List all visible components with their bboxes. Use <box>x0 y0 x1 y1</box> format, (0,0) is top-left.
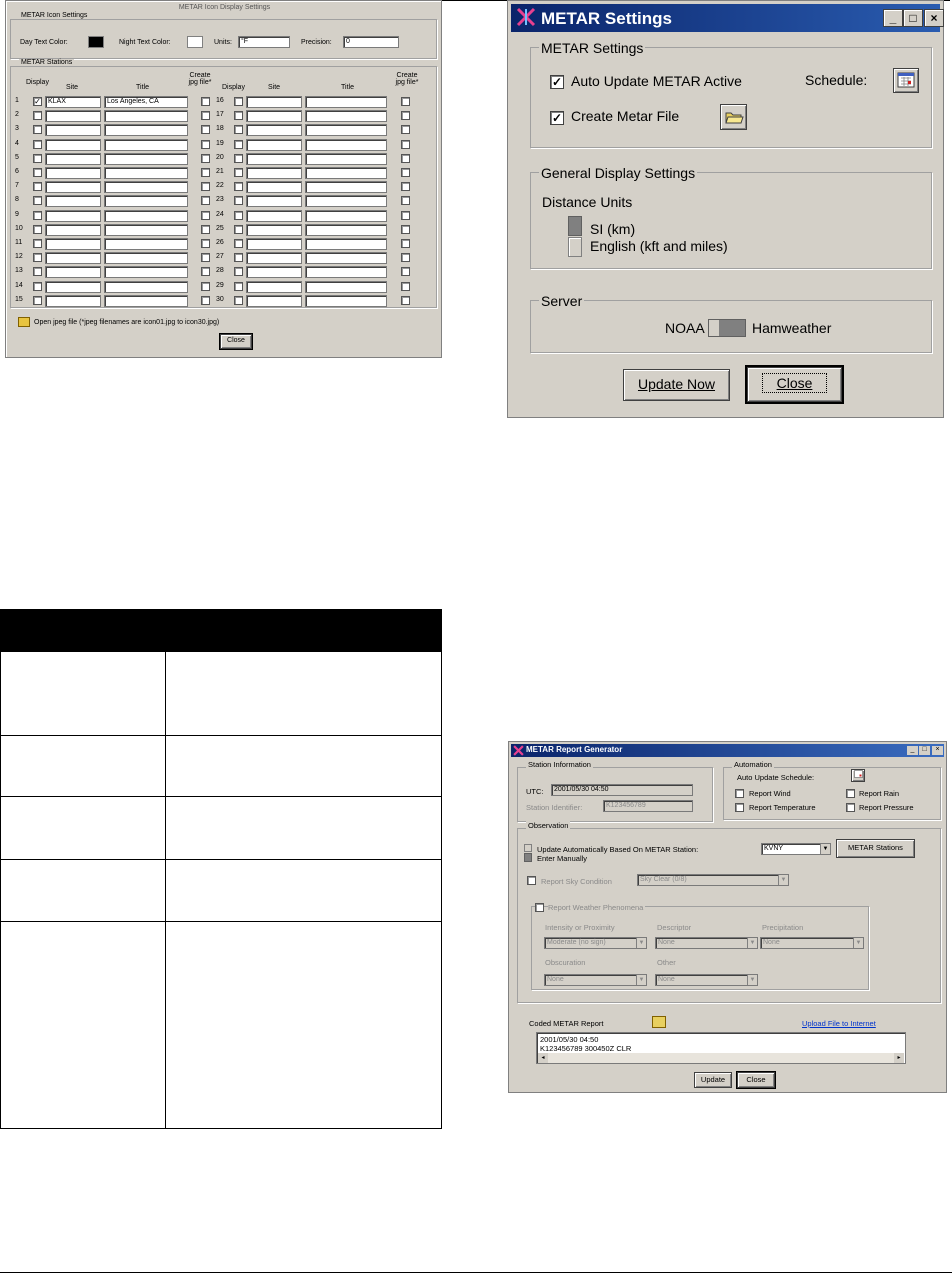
title-input[interactable] <box>104 210 188 222</box>
display-checkbox[interactable] <box>234 111 243 120</box>
obscuration-combo-value: None <box>547 976 564 983</box>
create-jpg-checkbox[interactable] <box>401 154 410 163</box>
create-jpg-checkbox[interactable] <box>201 267 210 276</box>
report-generator-dialog <box>508 741 947 1093</box>
row-number: 9 <box>15 211 19 218</box>
create-jpg-checkbox[interactable] <box>201 196 210 205</box>
metar-settings-group-label: METAR Settings <box>541 40 644 56</box>
title-input[interactable] <box>305 195 387 207</box>
create-jpg-checkbox[interactable] <box>401 125 410 134</box>
col-create-left: Create jpg file* <box>188 72 212 86</box>
site-input[interactable] <box>246 210 302 222</box>
calendar-icon <box>897 72 915 88</box>
display-checkbox[interactable] <box>33 267 42 276</box>
col-create-right: Create jpg file* <box>395 72 419 86</box>
maximize-button[interactable]: □ <box>903 9 923 27</box>
open-file-button[interactable] <box>720 104 747 130</box>
row-number: 8 <box>15 196 19 203</box>
row-number: 17 <box>216 111 224 118</box>
table-row <box>1 922 442 1129</box>
window-title: METAR Settings <box>541 9 672 28</box>
create-jpg-checkbox[interactable] <box>401 253 410 262</box>
site-input[interactable] <box>45 238 101 250</box>
display-checkbox[interactable] <box>33 282 42 291</box>
table-row <box>1 652 442 736</box>
night-text-color-swatch[interactable] <box>187 36 203 48</box>
display-checkbox[interactable] <box>33 196 42 205</box>
server-toggle-knob <box>719 320 745 336</box>
site-input[interactable] <box>246 167 302 179</box>
col-site-right: Site <box>268 84 281 91</box>
app-icon <box>516 7 536 27</box>
site-input[interactable] <box>246 252 302 264</box>
site-input[interactable] <box>45 139 101 151</box>
display-checkbox[interactable] <box>33 140 42 149</box>
create-jpg-checkbox[interactable] <box>401 296 410 305</box>
site-input[interactable] <box>45 295 101 307</box>
display-checkbox[interactable] <box>33 125 42 134</box>
title-input[interactable] <box>104 281 188 293</box>
maximize-button[interactable]: □ <box>919 746 930 755</box>
site-input[interactable] <box>45 281 101 293</box>
site-input[interactable] <box>45 210 101 222</box>
close-button[interactable]: Close <box>737 1072 775 1088</box>
update-button[interactable]: Update <box>694 1072 732 1088</box>
row-number: 18 <box>216 125 224 132</box>
schedule-calendar-button[interactable] <box>893 68 919 93</box>
create-jpg-checkbox[interactable] <box>401 182 410 191</box>
report-weather-checkbox[interactable] <box>535 903 544 912</box>
descriptor-label: Descriptor <box>657 923 692 932</box>
table-cell <box>1 922 166 1129</box>
close-button[interactable] <box>747 367 842 402</box>
report-pressure-label: Report Pressure <box>859 803 914 812</box>
title-input[interactable] <box>104 224 188 236</box>
col-display-right: Display <box>222 84 245 91</box>
create-file-checkbox[interactable]: ✓ <box>551 111 563 125</box>
metar-settings-dialog <box>507 0 944 418</box>
create-jpg-checkbox[interactable] <box>201 154 210 163</box>
scroll-right-icon[interactable]: ▸ <box>894 1053 904 1063</box>
metar-settings-group <box>530 40 932 148</box>
table-cell <box>166 797 442 860</box>
schedule-label: Schedule: <box>805 72 868 88</box>
create-jpg-checkbox[interactable] <box>401 211 410 220</box>
title-input[interactable] <box>305 153 387 165</box>
site-input[interactable] <box>246 110 302 122</box>
table-cell <box>1 736 166 797</box>
site-input[interactable] <box>45 110 101 122</box>
title-input[interactable] <box>104 195 188 207</box>
intensity-combo <box>544 937 647 949</box>
row-number: 20 <box>216 154 224 161</box>
display-checkbox[interactable] <box>33 296 42 305</box>
window-close-button[interactable]: × <box>932 746 943 755</box>
table-cell <box>166 922 442 1129</box>
title-input[interactable] <box>104 124 188 136</box>
precip-combo-value: None <box>763 939 780 946</box>
row-number: 11 <box>15 239 23 246</box>
page-bottom-rule <box>0 1272 952 1273</box>
utc-field: 2001/05/30 04:50 <box>551 784 693 796</box>
report-line-2: K123456789 300450Z CLR <box>540 1044 632 1053</box>
create-jpg-checkbox[interactable] <box>401 282 410 291</box>
report-pressure-checkbox[interactable] <box>846 803 855 812</box>
create-jpg-checkbox[interactable] <box>401 111 410 120</box>
create-jpg-checkbox[interactable] <box>201 125 210 134</box>
precision-input[interactable]: 0 <box>343 36 399 48</box>
save-folder-icon[interactable] <box>652 1016 666 1028</box>
display-checkbox[interactable] <box>234 168 243 177</box>
create-jpg-checkbox[interactable] <box>201 253 210 262</box>
chevron-down-icon: ▼ <box>636 938 646 948</box>
display-checkbox[interactable] <box>234 97 243 106</box>
create-jpg-checkbox[interactable] <box>401 239 410 248</box>
create-jpg-checkbox[interactable] <box>401 168 410 177</box>
row-number: 10 <box>15 225 23 232</box>
obscuration-combo <box>544 974 647 986</box>
title-input[interactable] <box>305 252 387 264</box>
chevron-down-icon: ▼ <box>778 875 788 885</box>
window-title: METAR Report Generator <box>526 745 623 754</box>
site-input[interactable] <box>45 153 101 165</box>
row-number: 26 <box>216 239 224 246</box>
enter-manually-radio[interactable] <box>524 853 532 862</box>
si-radio[interactable] <box>568 216 582 236</box>
chevron-down-icon: ▼ <box>747 975 757 985</box>
update-auto-label: Update Automatically Based On METAR Station: <box>537 845 699 854</box>
display-checkbox[interactable] <box>33 239 42 248</box>
report-rain-label: Report Rain <box>859 789 900 798</box>
row-number: 5 <box>15 154 19 161</box>
site-input[interactable]: KLAX <box>45 96 101 108</box>
station-combo-value: KVNY <box>764 845 784 852</box>
calendar-icon <box>854 770 863 778</box>
utc-label: UTC: <box>526 787 544 796</box>
sky-combo-value: Sky Clear (0/8) <box>640 876 687 883</box>
title-input[interactable] <box>305 295 387 307</box>
report-wind-label: Report Wind <box>749 789 791 798</box>
table-row <box>1 797 442 860</box>
other-combo <box>655 974 758 986</box>
title-input[interactable] <box>104 153 188 165</box>
report-rain-checkbox[interactable] <box>846 789 855 798</box>
display-checkbox[interactable] <box>234 182 243 191</box>
horizontal-scrollbar[interactable] <box>538 1053 904 1063</box>
title-bar[interactable] <box>511 744 944 757</box>
distance-units-label: Distance Units <box>542 194 633 210</box>
site-input[interactable] <box>45 266 101 278</box>
create-jpg-checkbox[interactable] <box>201 211 210 220</box>
title-input[interactable] <box>104 181 188 193</box>
row-number: 19 <box>216 140 224 147</box>
report-sky-label: Report Sky Condition <box>541 877 612 886</box>
observation-label: Observation <box>528 821 569 830</box>
auto-schedule-label: Auto Update Schedule: <box>737 773 815 782</box>
site-input[interactable] <box>45 181 101 193</box>
create-jpg-checkbox[interactable] <box>401 196 410 205</box>
site-input[interactable] <box>45 195 101 207</box>
title-input[interactable] <box>305 281 387 293</box>
display-checkbox[interactable] <box>234 253 243 262</box>
report-weather-label: Report Weather Phenomena <box>548 903 644 912</box>
create-jpg-checkbox[interactable] <box>201 282 210 291</box>
title-input[interactable] <box>305 238 387 250</box>
site-input[interactable] <box>246 96 302 108</box>
sky-combo <box>637 874 789 886</box>
title-input[interactable] <box>104 252 188 264</box>
station-id-field: K123456789 <box>603 800 693 812</box>
display-checkbox[interactable] <box>234 154 243 163</box>
units-label: Units: <box>214 39 232 46</box>
site-input[interactable] <box>246 153 302 165</box>
create-jpg-checkbox[interactable] <box>401 267 410 276</box>
server-group-label: Server <box>541 293 583 309</box>
table-header-cell <box>166 610 442 652</box>
night-text-color-label: Night Text Color: <box>119 39 171 46</box>
table-row <box>1 736 442 797</box>
row-number: 23 <box>216 196 224 203</box>
precip-label: Precipitation <box>762 923 804 932</box>
create-jpg-checkbox[interactable] <box>401 140 410 149</box>
title-input[interactable] <box>104 266 188 278</box>
row-number: 3 <box>15 125 19 132</box>
site-input[interactable] <box>45 124 101 136</box>
obscuration-label: Obscuration <box>545 958 586 967</box>
display-checkbox[interactable] <box>33 111 42 120</box>
site-input[interactable] <box>246 195 302 207</box>
table-cell <box>1 797 166 860</box>
title-input[interactable] <box>305 139 387 151</box>
intensity-label: Intensity or Proximity <box>545 923 615 932</box>
chevron-down-icon[interactable]: ▼ <box>820 844 830 854</box>
row-number: 27 <box>216 253 224 260</box>
station-id-label: Station Identifier: <box>526 803 583 812</box>
title-input[interactable]: Los Angeles, CA <box>104 96 188 108</box>
site-input[interactable] <box>45 167 101 179</box>
title-input[interactable] <box>305 110 387 122</box>
create-jpg-checkbox[interactable] <box>201 111 210 120</box>
row-number: 2 <box>15 111 19 118</box>
auto-update-checkbox[interactable]: ✓ <box>551 75 563 89</box>
table-cell <box>166 860 442 922</box>
minimize-button[interactable]: _ <box>883 9 903 27</box>
row-number: 29 <box>216 282 224 289</box>
site-input[interactable] <box>246 139 302 151</box>
title-bar[interactable] <box>511 4 940 32</box>
report-line-1: 2001/05/30 04:50 <box>540 1035 599 1044</box>
report-temperature-checkbox[interactable] <box>735 803 744 812</box>
display-checkbox[interactable] <box>234 125 243 134</box>
row-number: 16 <box>216 97 224 104</box>
station-info-label: Station Information <box>528 760 591 769</box>
title-input[interactable] <box>305 224 387 236</box>
display-checkbox[interactable] <box>234 239 243 248</box>
table-cell <box>1 652 166 736</box>
create-file-label: Create Metar File <box>571 108 680 124</box>
chevron-down-icon: ▼ <box>747 938 757 948</box>
chevron-down-icon: ▼ <box>636 975 646 985</box>
row-number: 14 <box>15 282 23 289</box>
row-number: 6 <box>15 168 19 175</box>
scroll-left-icon[interactable]: ◂ <box>538 1053 548 1063</box>
close-label: Close <box>762 373 828 393</box>
title-input[interactable] <box>305 167 387 179</box>
auto-update-label: Auto Update METAR Active <box>571 73 742 89</box>
precision-label: Precision: <box>301 39 332 46</box>
display-checkbox[interactable] <box>234 296 243 305</box>
title-input[interactable] <box>104 167 188 179</box>
minimize-button[interactable]: _ <box>907 746 918 755</box>
display-checkbox[interactable] <box>234 282 243 291</box>
create-jpg-checkbox[interactable] <box>201 182 210 191</box>
open-jpeg-label: Open jpeg file (*jpeg filenames are icon01.jpg to icon30.jpg) <box>34 319 220 326</box>
precip-combo <box>760 937 864 949</box>
site-input[interactable] <box>246 181 302 193</box>
coded-report-box[interactable] <box>536 1032 906 1064</box>
site-input[interactable] <box>45 224 101 236</box>
title-input[interactable] <box>305 210 387 222</box>
col-title-right: Title <box>341 84 354 91</box>
row-number: 24 <box>216 211 224 218</box>
display-settings-group-label: General Display Settings <box>541 165 696 181</box>
server-noaa-label: NOAA <box>665 320 705 336</box>
title-input[interactable] <box>104 238 188 250</box>
report-sky-checkbox[interactable] <box>527 876 536 885</box>
col-display-left: Display <box>26 79 49 86</box>
table-row <box>1 860 442 922</box>
display-checkbox[interactable]: ✓ <box>34 97 41 106</box>
site-input[interactable] <box>246 281 302 293</box>
station-combo[interactable] <box>761 843 831 855</box>
update-now-label: Update Now <box>637 376 716 392</box>
icon-settings-label: METAR Icon Settings <box>21 12 88 19</box>
site-input[interactable] <box>246 266 302 278</box>
site-input[interactable] <box>246 295 302 307</box>
title-input[interactable] <box>305 96 387 108</box>
display-checkbox[interactable] <box>234 140 243 149</box>
create-jpg-checkbox[interactable] <box>201 225 210 234</box>
schedule-calendar-button[interactable] <box>851 769 865 782</box>
open-folder-icon <box>724 108 744 126</box>
title-input[interactable] <box>305 124 387 136</box>
enter-manually-label: Enter Manually <box>537 854 588 863</box>
create-jpg-checkbox[interactable] <box>201 296 210 305</box>
server-toggle[interactable] <box>708 319 746 337</box>
descriptor-combo-value: None <box>658 939 675 946</box>
window-close-button[interactable]: × <box>924 9 944 27</box>
title-input[interactable] <box>305 266 387 278</box>
day-text-color-swatch[interactable] <box>88 36 104 48</box>
open-folder-icon[interactable] <box>18 317 30 327</box>
si-label: SI (km) <box>590 221 636 237</box>
server-hamweather-label: Hamweather <box>752 320 832 336</box>
title-input[interactable] <box>104 295 188 307</box>
row-number: 7 <box>15 182 19 189</box>
close-button[interactable]: Close <box>220 334 252 349</box>
report-temperature-label: Report Temperature <box>749 803 816 812</box>
upload-link[interactable]: Upload File to Internet <box>802 1019 876 1028</box>
create-jpg-checkbox[interactable] <box>201 239 210 248</box>
table-cell <box>166 736 442 797</box>
row-number: 15 <box>15 296 23 303</box>
create-jpg-checkbox[interactable] <box>201 140 210 149</box>
create-jpg-checkbox[interactable] <box>401 97 410 106</box>
english-radio[interactable] <box>568 237 582 257</box>
display-checkbox[interactable] <box>33 154 42 163</box>
row-number: 28 <box>216 267 224 274</box>
chevron-down-icon: ▼ <box>853 938 863 948</box>
display-checkbox[interactable] <box>33 168 42 177</box>
row-number: 22 <box>216 182 224 189</box>
update-now-button[interactable] <box>623 369 730 401</box>
automation-label: Automation <box>734 760 772 769</box>
metar-stations-button[interactable]: METAR Stations <box>836 839 915 858</box>
display-checkbox[interactable] <box>234 211 243 220</box>
row-number: 1 <box>15 97 19 104</box>
row-number: 30 <box>216 296 224 303</box>
create-jpg-checkbox[interactable] <box>201 168 210 177</box>
english-label: English (kft and miles) <box>590 238 728 254</box>
row-number: 13 <box>15 267 23 274</box>
icon-display-dialog <box>5 0 442 358</box>
col-title-left: Title <box>136 84 149 91</box>
app-icon <box>513 745 524 756</box>
other-combo-value: None <box>658 976 675 983</box>
site-input[interactable] <box>246 238 302 250</box>
other-label: Other <box>657 958 676 967</box>
create-jpg-checkbox[interactable] <box>401 225 410 234</box>
display-checkbox[interactable] <box>234 267 243 276</box>
display-checkbox[interactable] <box>33 225 42 234</box>
coded-report-label: Coded METAR Report <box>529 1019 604 1028</box>
dialog-title: METAR Icon Display Settings <box>178 4 271 11</box>
row-number: 4 <box>15 140 19 147</box>
descriptor-combo <box>655 937 758 949</box>
site-input[interactable] <box>246 224 302 236</box>
title-input[interactable] <box>104 139 188 151</box>
title-input[interactable] <box>305 181 387 193</box>
table-header-cell <box>1 610 166 652</box>
create-jpg-checkbox[interactable] <box>201 97 210 106</box>
table-cell <box>1 860 166 922</box>
title-input[interactable] <box>104 110 188 122</box>
site-input[interactable] <box>246 124 302 136</box>
day-text-color-label: Day Text Color: <box>20 39 68 46</box>
display-checkbox[interactable] <box>234 225 243 234</box>
site-input[interactable] <box>45 252 101 264</box>
row-number: 12 <box>15 253 23 260</box>
display-checkbox[interactable] <box>33 253 42 262</box>
table-header-row <box>1 610 442 652</box>
units-input[interactable]: °F <box>238 36 290 48</box>
intensity-combo-value: Moderate (no sign) <box>547 939 606 946</box>
display-checkbox[interactable] <box>33 182 42 191</box>
table-cell <box>166 652 442 736</box>
display-checkbox[interactable] <box>33 211 42 220</box>
report-wind-checkbox[interactable] <box>735 789 744 798</box>
col-site-left: Site <box>66 84 79 91</box>
update-auto-radio[interactable] <box>524 844 532 852</box>
display-checkbox[interactable] <box>234 196 243 205</box>
row-number: 21 <box>216 168 224 175</box>
empty-table <box>0 609 442 1129</box>
stations-label: METAR Stations <box>21 59 73 66</box>
row-number: 25 <box>216 225 224 232</box>
